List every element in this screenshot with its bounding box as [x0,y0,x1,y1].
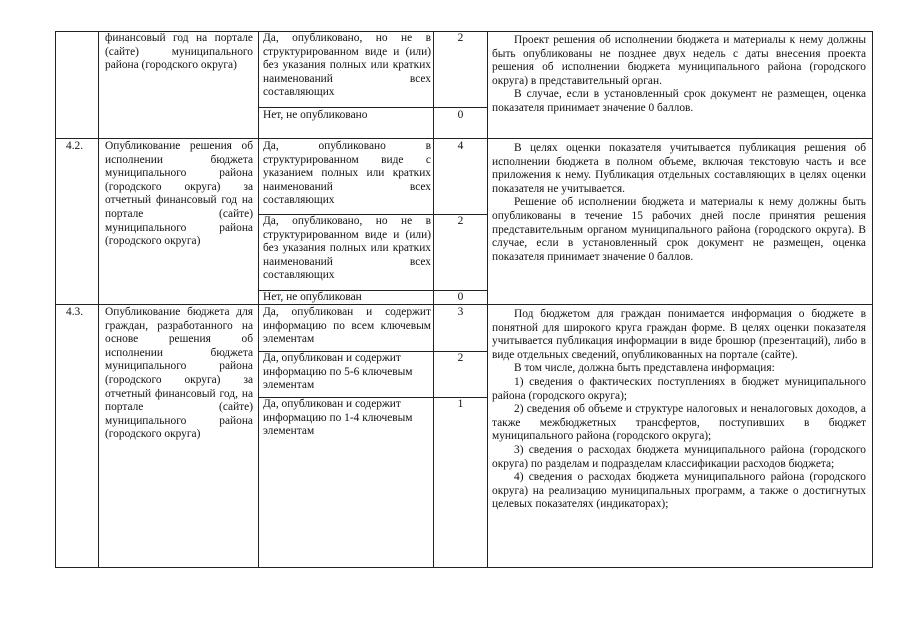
option-text: Нет, не опубликовано [263,109,368,121]
row-divider [56,138,873,139]
comment-paragraph: 3) сведения о расходах бюджета муниципального района (городского округа) по разделам и подразделам классификации расходов бюджета; [492,443,866,470]
score-value: 2 [457,32,464,44]
comment-paragraph: 4) сведения о расходах бюджета муниципального района (городского округа) на реализацию муниципальных программ, а также о достигнутых целевых показателях (индикаторах); [492,471,866,511]
score-value: 0 [457,291,464,303]
score-value: 0 [457,109,464,121]
column-divider [487,32,488,567]
comment-text [492,34,866,116]
comment-paragraph: Под бюджетом для граждан понимается информация о бюджете в понятной для широкого круга граждан форме. В целях оценки показателя учитывается публикация информации в виде брошюр (презентаций), либо в виде отдельных сведений, опубликованных на портале (сайте). [492,308,866,361]
comment-paragraph: В случае, если в установленный срок документ не размещен, оценка показателя принимает значение 0 баллов. [492,88,866,114]
score-value: 2 [457,352,464,364]
row-number: 4.2. [66,140,84,152]
indicator-text: Опубликование решения об исполнении бюджета муниципального района (городского округа) за отчетный финансовый год на портале (сайте) муниципального района (городского округа) [105,140,253,248]
score-value: 4 [457,140,464,152]
option-text: Да, опубликован и содержит информацию по 5-6 ключевым элементам [263,352,413,392]
score-value: 3 [457,306,464,318]
comment-paragraph: В целях оценки показателя учитывается публикация решения об исполнении бюджета в полном объеме, включая текстовую часть и все приложения к нему. Публикация отдельных составляющих в целях оценки показателя не учитывается. [492,142,866,195]
comment-paragraph: 2) сведения об объеме и структуре налоговых и неналоговых доходов, а также межбюджетных трансфертов, поступивших в бюджет муниципального района (городского округа); [492,403,866,443]
indicator-text: Опубликование бюджета для граждан, разработанного на основе решения об исполнении бюджета муниципального района (городского округа) за отчетный финансовый год, на портале (сайте) муниципального района (городского округа) [105,306,253,441]
indicator-text: финансовый год на портале (сайте) муниципального района (городского округа) [105,32,253,72]
option-text: Да, опубликовано, но не в структурированном виде и (или) без указания полных или кратких наименований всех составляющих [263,32,431,99]
score-value: 2 [457,215,464,227]
comment-text [492,308,866,512]
comment-paragraph: 1) сведения о фактических поступлениях в бюджет муниципального района (городского округа); [492,375,866,402]
option-text: Да, опубликован и содержит информацию по 1-4 ключевым элементам [263,398,413,438]
option-text: Да, опубликовано, но не в структурированном виде и (или) без указания полных или кратких наименований всех составляющих [263,215,431,282]
comment-text [492,142,866,264]
option-divider [258,107,487,108]
row-number: 4.3. [66,306,84,318]
comment-paragraph: В том числе, должна быть представлена информация: [514,362,775,375]
option-text: Да, опубликовано в структурированном виде с указанием полных или кратких наименований всех составляющих [263,140,431,207]
option-text: Да, опубликован и содержит информацию по всем ключевым элементам [263,306,431,346]
comment-paragraph: Проект решения об исполнении бюджета и материалы к нему должны быть опубликованы не позднее двух недель с даты внесения проекта решения об исполнении бюджета муниципального района (городского округа) в представительный орган. [492,34,866,87]
column-divider [98,32,99,567]
budget-criteria-table [55,31,873,568]
comment-paragraph: Решение об исполнении бюджета и материалы к нему должны быть опубликованы в течение 15 рабочих дней после принятия решения представительным органом муниципального района (городского округа). В случае, если в установленный срок документ не размещен, оценка показателя принимает значение 0 баллов. [492,196,866,263]
column-divider [258,32,259,567]
score-value: 1 [457,398,464,410]
option-text: Нет, не опубликован [263,291,362,303]
